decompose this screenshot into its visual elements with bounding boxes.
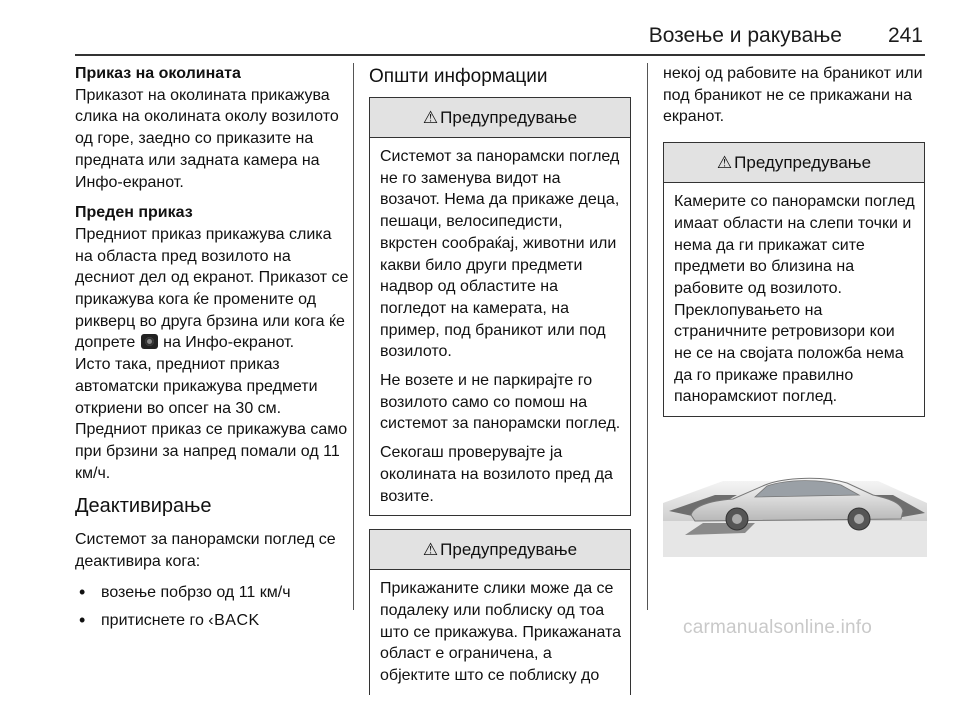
warning-paragraph: Прикажаните слики може да се подалеку или поблиску од тоа што се прикажува. Прикажаната област е ограничена, а објектите што се поблиску до — [380, 580, 622, 685]
front-view-text-c: Исто така, предниот приказ автоматски прикажува предмети откриени во опсег на 30 см. — [75, 356, 318, 417]
warning-header — [370, 530, 630, 570]
front-view-text-b: на Инфо-екранот. — [163, 334, 295, 352]
list-item — [75, 610, 353, 632]
watermark: carmanualsonline.info — [683, 617, 873, 638]
continued-text: некој од рабовите на браникот или под браникот не се прикажани на екранот. — [663, 65, 923, 126]
camera-icon — [141, 334, 158, 349]
section-title-general-info: Општи информации — [369, 66, 548, 87]
warning-box-2 — [369, 529, 631, 695]
list-item-text: возење побрзо од 11 км/ч — [101, 583, 291, 601]
warning-body — [664, 183, 924, 416]
chapter-title: Возење и ракување — [648, 24, 842, 47]
deactivation-text: Системот за панорамски поглед се деактивира кога: — [75, 531, 336, 571]
section-title-surround-view: Приказ на околината — [75, 65, 241, 82]
front-view-text-d: Предниот приказ се прикажува само при брзини за напред помали од 11 км/ч. — [75, 421, 348, 482]
front-view-text-a: Предниот приказ прикажува слика на областа пред возилото на десниот дел од екранот. Приказот се прикажува кога ќе промените од рикверц во друга брзина или кога ќе допрете — [75, 225, 349, 352]
front-view-text — [75, 224, 353, 354]
warning-box-1 — [369, 97, 631, 516]
warning-label: Предупредување — [734, 152, 872, 172]
warning-box-3 — [663, 142, 925, 417]
section-title-deactivation: Деактивирање — [75, 495, 212, 518]
page-header — [0, 0, 960, 60]
warning-paragraph: Преклопувањето на страничните ретровизори кои не се на својата положба нема да го прикаже правилно панорамскиот поглед. — [674, 301, 904, 406]
column-right — [663, 63, 925, 429]
list-item-text: притиснете го — [101, 612, 204, 630]
warning-paragraph: Системот за панорамски поглед не го заменува видот на возачот. Нема да прикаже деца, пешаци, велосипедисти, вкрстен сообраќај, животни или какви било други предмети надвор од областите на погледот на камерата, на пример, под браникот или под возилото. — [380, 148, 620, 361]
column-middle — [369, 63, 631, 707]
back-chevron-icon: ‹BACK — [208, 612, 260, 630]
warning-paragraph: Секогаш проверувајте ја околината на возилото пред да возите. — [380, 444, 613, 505]
warning-label: Предупредување — [440, 539, 578, 559]
warning-header — [370, 98, 630, 138]
warning-header — [664, 143, 924, 183]
warning-body — [370, 138, 630, 515]
warning-label: Предупредување — [440, 107, 578, 127]
warning-triangle-icon: ⚠ — [422, 107, 439, 127]
deactivation-list — [75, 582, 353, 632]
car-surround-view-illustration — [663, 445, 927, 557]
surround-view-text: Приказот на околината прикажува слика на околината околу возилото од горе, заедно со приказите на предната или задната камера на Инфо-екранот. — [75, 86, 339, 191]
column-divider-2 — [647, 63, 648, 610]
back-label: BACK — [214, 612, 260, 630]
warning-paragraph: Камерите со панорамски поглед имаат области на слепи точки и нема да ги прикажат сите предмети во близина на рабовите од возилото. — [674, 193, 915, 297]
warning-body — [370, 570, 630, 695]
list-item — [75, 582, 353, 604]
warning-triangle-icon: ⚠ — [716, 152, 733, 172]
page-number: 241 — [887, 24, 923, 47]
warning-triangle-icon: ⚠ — [422, 539, 439, 559]
section-title-front-view: Преден приказ — [75, 204, 193, 222]
column-left — [75, 63, 353, 639]
warning-paragraph: Не возете и не паркирајте го возилото само со помош на системот за панорамски поглед. — [380, 372, 621, 433]
column-divider-1 — [353, 63, 354, 610]
header-divider — [75, 54, 925, 56]
